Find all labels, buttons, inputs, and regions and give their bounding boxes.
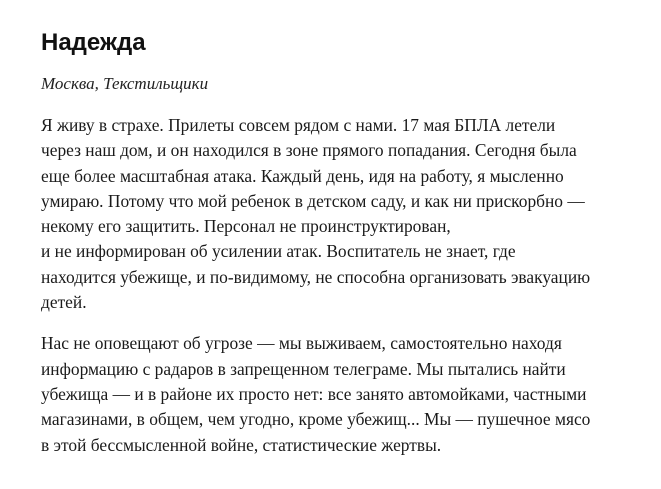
paragraph-line: находится убежище, и по-видимому, не способна организовать эвакуацию xyxy=(41,266,591,287)
paragraph-line: еще более масштабная атака. Каждый день, идя на работу, я мысленно xyxy=(41,165,564,186)
paragraph-line: магазинами, в общем, чем угодно, кроме убежищ... Мы — пушечное мясо xyxy=(41,409,591,430)
paragraph-line: убежища — и в районе их просто нет: все занято автомойками, частными xyxy=(41,383,587,404)
paragraph-line: умираю. Потому что мой ребенок в детском саду, и как ни прискорбно — xyxy=(41,190,585,211)
paragraph-line: Нас не оповещают об угрозе — мы выживаем, самостоятельно находя xyxy=(41,333,562,354)
paragraph-line: некому его защитить. Персонал не проинструктирован, xyxy=(41,216,451,237)
paragraph-line: детей. xyxy=(41,292,87,313)
paragraph-line: Я живу в страхе. Прилеты совсем рядом с нами. 17 мая БПЛА летели xyxy=(41,115,556,135)
paragraph-line: в этой бессмысленной войне, статистические жертвы. xyxy=(41,434,442,455)
paragraph-2 xyxy=(41,331,646,457)
testimony-article xyxy=(41,28,646,458)
author-location: Москва, Текстильщики xyxy=(41,74,209,93)
paragraph-1 xyxy=(41,113,646,315)
paragraph-line: через наш дом, и он находился в зоне прямого попадания. Сегодня была xyxy=(41,140,577,161)
paragraph-line: и не информирован об усилении атак. Воспитатель не знает, где xyxy=(41,241,516,262)
paragraph-line: информацию с радаров в запрещенном телеграме. Мы пытались найти xyxy=(41,358,566,379)
author-name: Надежда xyxy=(41,29,146,56)
